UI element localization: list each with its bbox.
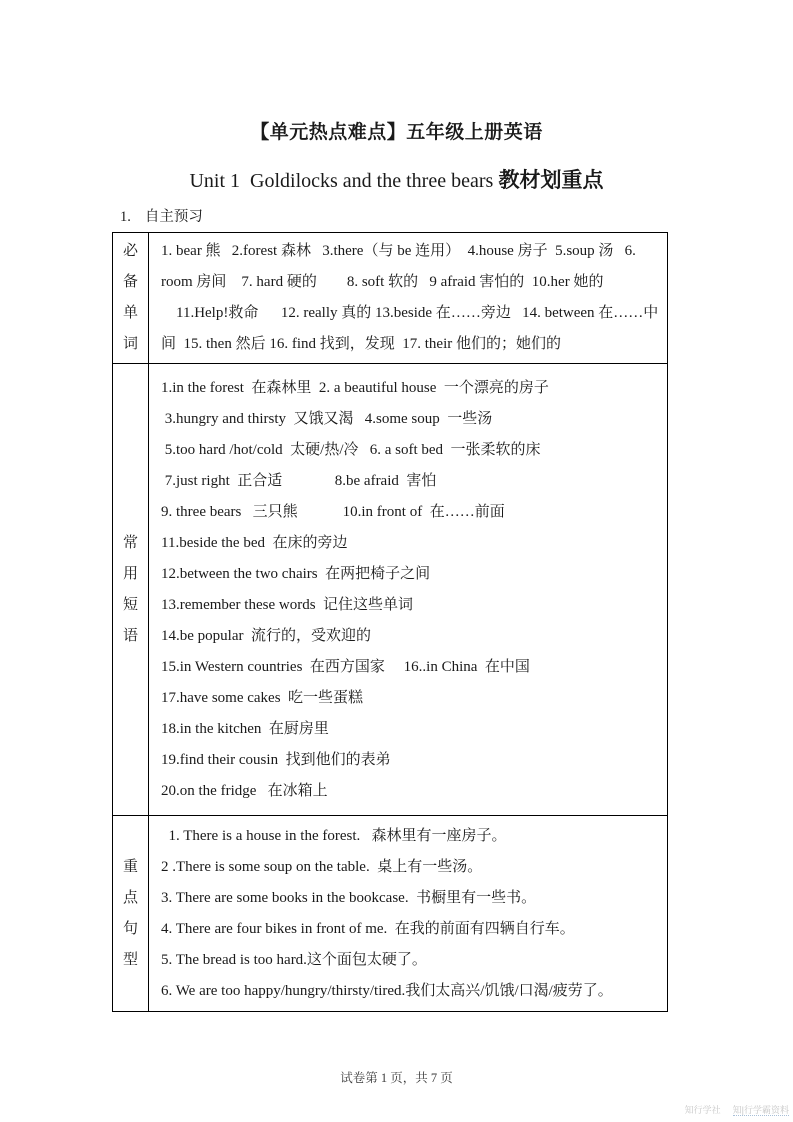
table-row-sentences: [113, 816, 668, 1012]
row-header-char: 必: [122, 243, 138, 259]
table-row-phrases: [113, 364, 668, 816]
row-header-char: 单: [122, 305, 138, 321]
unit-subtitle: [0, 164, 793, 194]
row-header-char: 用: [122, 565, 138, 582]
row-header-phrases: [113, 364, 149, 816]
watermark-left-text: 知行学社: [684, 1105, 721, 1115]
row-header-char: 重: [122, 858, 138, 875]
phrase-list-line: 20.on the fridge 在冰箱上: [161, 782, 328, 799]
phrase-list-line: 17.have some cakes 吃一些蛋糕: [161, 689, 364, 706]
phrases-cell: [149, 364, 668, 816]
unit-subtitle-english: Unit 1 Goldilocks and the three bears: [189, 170, 494, 192]
sentence-list-line: 3. There are some books in the bookcase. 书橱里有一些书。: [161, 889, 537, 906]
phrase-list-line: 14.be popular 流行的，受欢迎的: [161, 627, 371, 644]
row-header-char: 常: [122, 534, 138, 551]
row-header-char: 型: [122, 951, 138, 968]
phrase-list-line: 3.hungry and thirsty 又饿又渴 4.some soup 一些汤: [161, 410, 493, 427]
phrase-list-line: 1.in the forest 在森林里 2. a beautiful house 一个漂亮的房子: [161, 379, 549, 396]
row-header-char: 词: [122, 336, 138, 352]
phrase-list-line: 13.remember these words 记住这些单词: [161, 596, 414, 613]
row-header-words: [113, 233, 149, 364]
sentence-list-line: 4. There are four bikes in front of me. 在我的前面有四辆自行车。: [161, 920, 575, 937]
word-list-line: room 房间 7. hard 硬的 8. soft 软的 9 afraid 害怕的 10.her 她的: [161, 274, 604, 290]
study-table: [112, 232, 668, 1012]
row-header-char: 备: [122, 274, 138, 290]
phrase-list-line: 7.just right 正合适 8.be afraid 害怕: [161, 472, 437, 489]
sentences-cell: [149, 816, 668, 1012]
row-header-char: 短: [122, 596, 138, 613]
phrase-list-line: 19.find their cousin 找到他们的表弟: [161, 751, 391, 768]
word-list-line: 1. bear 熊 2.forest 森林 3.there（与 be 连用） 4.house 房子 5.soup 汤 6.: [161, 243, 636, 259]
row-header-char: 语: [122, 627, 138, 644]
word-list-line: 11.Help!救命 12. really 真的 13.beside 在……旁边 14. between 在……中: [161, 305, 659, 321]
watermark-right-text: 知|行学霸资料: [732, 1105, 789, 1115]
words-cell: [149, 233, 668, 364]
phrase-list-line: 5.too hard /hot/cold 太硬/热/冷 6. a soft bed 一张柔软的床: [161, 441, 541, 458]
row-header-char: 句: [122, 920, 138, 937]
sentence-list-line: 1. There is a house in the forest. 森林里有一座房子。: [161, 827, 507, 844]
watermark: [685, 1103, 789, 1116]
unit-subtitle-chinese: 教材划重点: [493, 168, 604, 192]
phrase-list-line: 11.beside the bed 在床的旁边: [161, 534, 348, 551]
word-list-line: 间 15. then 然后 16. find 找到，发现 17. their 他们的；她们的: [161, 336, 561, 352]
phrase-list-line: 15.in Western countries 在西方国家 16..in China 在中国: [161, 658, 530, 675]
section-heading: [120, 205, 203, 226]
phrase-list-line: 12.between the two chairs 在两把椅子之间: [161, 565, 431, 582]
page-number-footer: 试卷第 1 页，共 7 页: [340, 1071, 453, 1085]
sentence-list-line: 6. We are too happy/hungry/thirsty/tired.我们太高兴/饥饿/口渴/疲劳了。: [161, 982, 613, 999]
table-row-words: [113, 233, 668, 364]
page-title: 【单元热点难点】五年级上册英语: [250, 122, 543, 143]
phrase-list-line: 18.in the kitchen 在厨房里: [161, 720, 329, 737]
section-label: 自主预习: [144, 209, 203, 225]
row-header-sentences: [113, 816, 149, 1012]
row-header-char: 点: [122, 889, 138, 906]
sentence-list-line: 5. The bread is too hard.这个面包太硬了。: [161, 951, 427, 968]
phrase-list-line: 9. three bears 三只熊 10.in front of 在……前面: [161, 503, 505, 520]
section-number: 1.: [120, 209, 131, 225]
sentence-list-line: 2 .There is some soup on the table. 桌上有一些汤。: [161, 858, 483, 875]
